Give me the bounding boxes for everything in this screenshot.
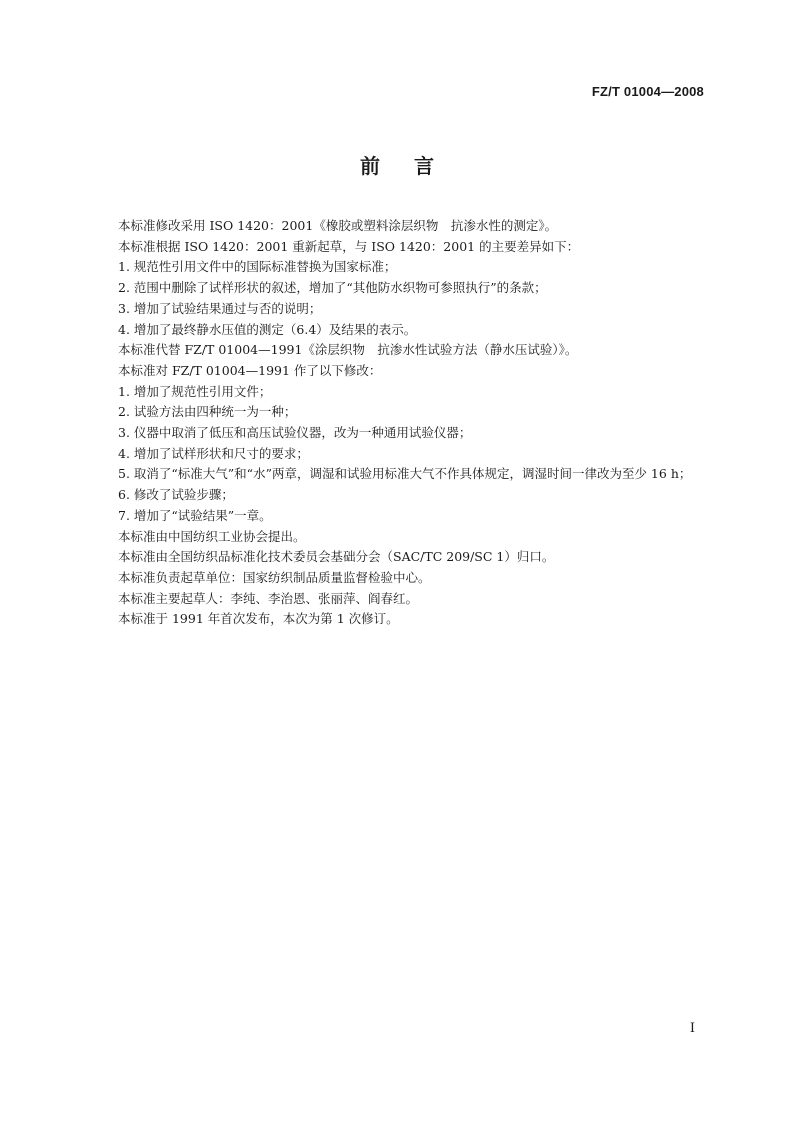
paragraph: 本标准代替 FZ/T 01004—1991《涂层织物 抗渗水性试验方法（静水压试验）》。 — [118, 342, 578, 358]
paragraph: 本标准主要起草人：李纯、李治恩、张丽萍、阎春红。 — [118, 590, 419, 606]
list-item: 5. 取消了“标准大气”和“水”两章，调湿和试验用标准大气不作具体规定，调湿时间一律改为至少 16 h； — [118, 466, 692, 482]
list-item: 1. 规范性引用文件中的国际标准替换为国家标准； — [118, 259, 397, 275]
paragraph: 本标准由全国纺织品标准化技术委员会基础分会（SAC/TC 209/SC 1）归口。 — [118, 549, 555, 565]
paragraph: 本标准负责起草单位：国家纺织制品质量监督检验中心。 — [118, 569, 431, 585]
list-item: 2. 范围中删除了试样形状的叙述，增加了“其他防水织物可参照执行”的条款； — [118, 280, 547, 296]
paragraph: 本标准对 FZ/T 01004—1991 作了以下修改： — [118, 362, 382, 378]
paragraph: 本标准由中国纺织工业协会提出。 — [118, 528, 306, 544]
list-item: 6. 修改了试验步骤； — [118, 487, 234, 503]
foreword-body — [90, 216, 706, 630]
list-item: 1. 增加了规范性引用文件； — [118, 383, 272, 399]
list-item: 3. 仪器中取消了低压和高压试验仪器，改为一种通用试验仪器； — [118, 425, 472, 441]
list-item: 7. 增加了“试验结果”一章。 — [118, 507, 272, 523]
standard-code: FZ/T 01004—2008 — [591, 84, 704, 99]
paragraph: 本标准根据 ISO 1420：2001 重新起草，与 ISO 1420：2001 的主要差异如下： — [118, 238, 580, 254]
page-number: I — [689, 1021, 695, 1036]
list-item: 4. 增加了试样形状和尺寸的要求； — [118, 445, 309, 461]
paragraph: 本标准于 1991 年首次发布，本次为第 1 次修订。 — [118, 611, 399, 627]
page-title: 前言 — [360, 154, 468, 178]
list-item: 3. 增加了试验结果通过与否的说明； — [118, 300, 322, 316]
list-item: 2. 试验方法由四种统一为一种； — [118, 404, 297, 420]
list-item: 4. 增加了最终静水压值的测定（6.4）及结果的表示。 — [118, 321, 417, 337]
paragraph: 本标准修改采用 ISO 1420：2001《橡胶或塑料涂层织物 抗渗水性的测定》。 — [118, 218, 558, 233]
